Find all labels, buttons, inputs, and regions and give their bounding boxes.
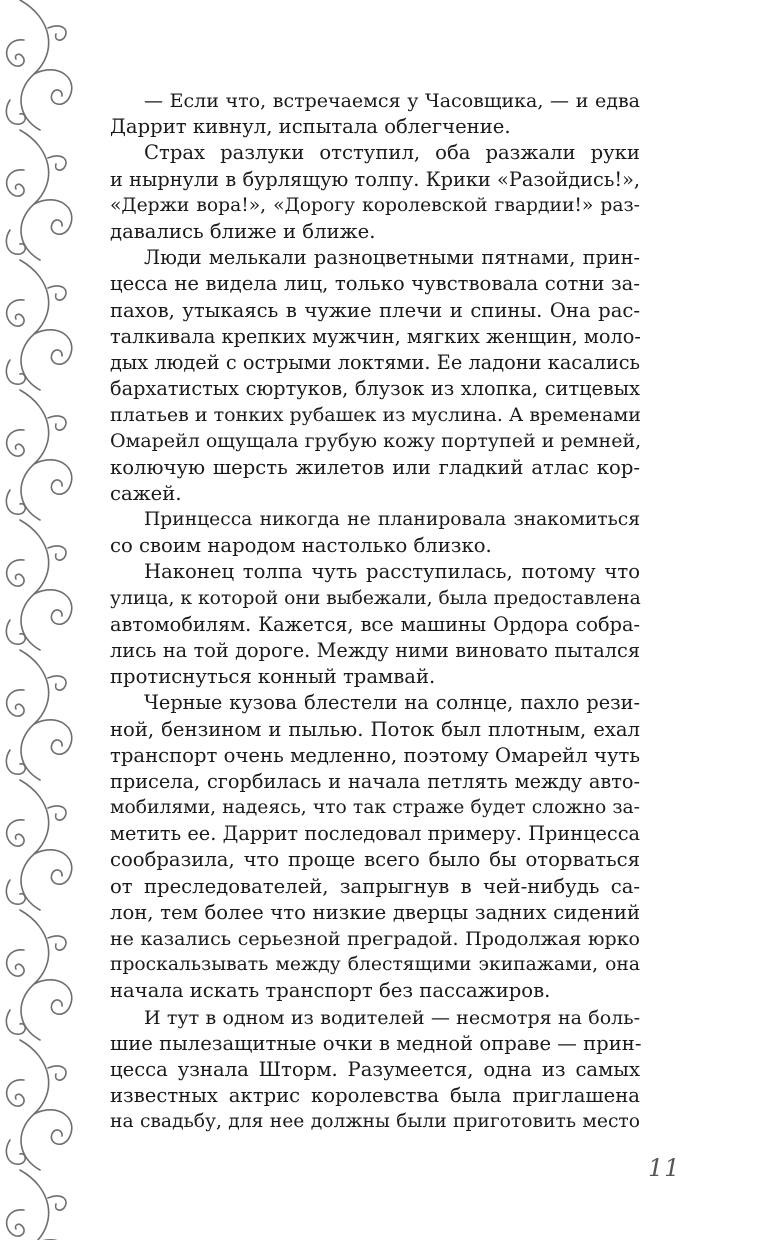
text-line: И тут в одном из водителей — несмотря на боль- [144, 1006, 640, 1029]
text-line: проскальзывать между блестящими экипажами, она [110, 954, 640, 976]
text-line: транспорт очень медленно, поэтому Омарейл чуть [110, 743, 640, 767]
text-line: платьев и тонких рубашек из муслина. А временами [110, 404, 641, 427]
ornament-border [0, 0, 96, 1240]
text-line: Даррит кивнул, испытала облегчение. [110, 115, 511, 139]
text-line: улица, к которой они выбежали, была предоставлена [110, 587, 641, 609]
text-line: со своим народом настолько близко. [110, 534, 492, 558]
text-line: шие пылезащитные очки в медной оправе — прин- [110, 1031, 642, 1055]
text-line: на свадьбу, для нее должны были приготовить место [110, 1111, 640, 1133]
text-line: Принцесса никогда не планировала знакомиться [144, 509, 640, 530]
text-line: присела, сгорбилась и начала петлять между авто- [110, 769, 640, 793]
text-line: Страх разлуки отступил, оба разжали руки [144, 141, 640, 165]
text-line: от преследователей, запрыгнув в чей-нибудь са- [110, 874, 640, 898]
text-line: пахов, утыкаясь в чужие плечи и спины. Она рас- [110, 298, 640, 322]
text-line: сообразила, что проще всего было бы оторваться [110, 848, 640, 872]
text-line: сажей. [110, 481, 182, 505]
text-line: ной, бензином и пылью. Поток был плотным, ехал [110, 717, 640, 741]
text-line: бархатистых сюртуков, блузок из хлопка, ситцевых [110, 377, 640, 401]
text-line: не казались серьезной преградой. Продолжая юрко [110, 928, 640, 950]
text-line: известных актрис королевства была приглашена [110, 1084, 640, 1108]
text-line: цесса не видела лиц, только чувствовала сотни за- [110, 272, 640, 296]
text-line: Черные кузова блестели на солнце, пахло рези- [144, 691, 640, 715]
page-number: 11 [648, 1154, 681, 1182]
text-line: талкивала крепких мужчин, мягких женщин, моло- [110, 324, 641, 348]
text-line: метить ее. Даррит последовал примеру. Принцесса [110, 822, 640, 846]
text-line: начала искать транспорт без пассажиров. [110, 979, 551, 1003]
text-line: «Держи вора!», «Дорогу королевской гвардии!» раз- [110, 194, 640, 216]
text-line: автомобилям. Кажется, все машины Ордора собра- [110, 612, 640, 636]
text-line: дых людей с острыми локтями. Ее ладони касались [110, 350, 640, 374]
text-line: лон, тем более что низкие дверцы задних сидений [110, 900, 640, 924]
text-line: мобилями, надеясь, что так страже будет сложно за- [110, 797, 640, 819]
text-line: лись на той дороге. Между ними виновато пытался [110, 638, 640, 662]
text-line: и нырнули в бурлящую толпу. Крики «Разойдись!», [110, 167, 640, 191]
body-text [110, 88, 640, 1136]
text-line: цесса узнала Шторм. Разумеется, одна из самых [110, 1057, 640, 1081]
text-line: Люди мелькали разноцветными пятнами, прин- [144, 246, 640, 270]
text-line: давались ближе и ближе. [110, 219, 376, 243]
text-line: Омарейл ощущала грубую кожу портупей и ремней, [110, 430, 642, 453]
text-line: протиснуться конный трамвай. [110, 665, 436, 689]
text-line: — Если что, встречаемся у Часовщика, — и едва [144, 90, 640, 112]
text-line: колючую шерсть жилетов или гладкий атлас кор- [110, 455, 640, 479]
text-line: Наконец толпа чуть расступилась, потому что [144, 560, 640, 584]
